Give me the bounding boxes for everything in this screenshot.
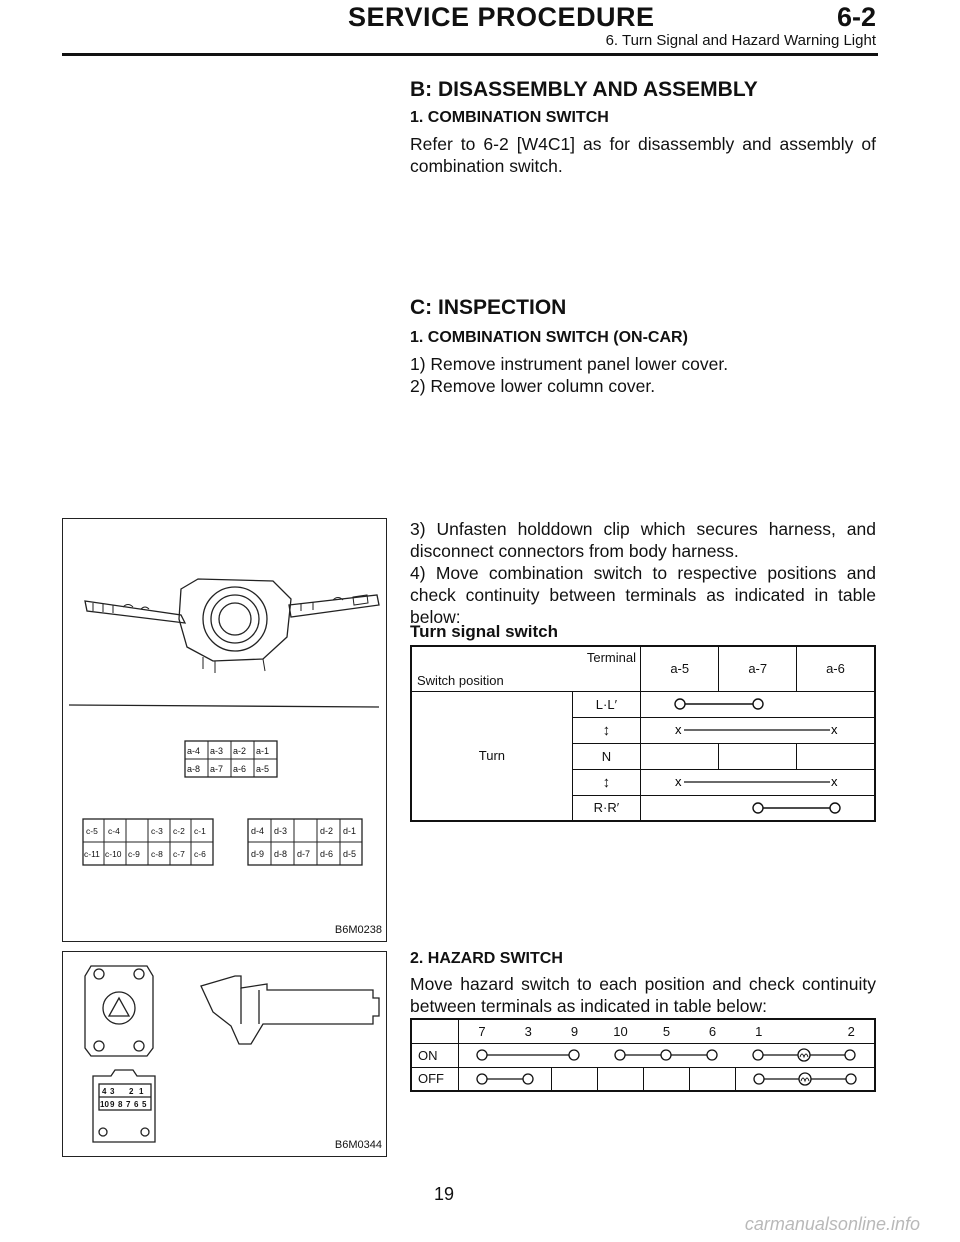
- turn-group-cell: Turn: [411, 691, 572, 821]
- right-lever: [289, 595, 379, 617]
- hazard-switch-drawing: [63, 952, 386, 1156]
- turn-signal-table: [410, 645, 876, 822]
- terminal-node: [707, 1050, 717, 1060]
- row-label: L·L′: [572, 691, 640, 717]
- hazard-off-cell: [459, 1067, 552, 1091]
- figure-divider: [69, 705, 379, 707]
- col-header: 6: [708, 1023, 717, 1039]
- hazard-on-row: [459, 1043, 875, 1067]
- corner-position: Switch position: [417, 672, 504, 688]
- col-header: 3: [524, 1023, 532, 1039]
- pin-label: a-6: [233, 764, 247, 774]
- terminal-node: [846, 1074, 856, 1084]
- left-lever: [85, 601, 185, 623]
- col-header: 10: [613, 1023, 628, 1039]
- pin-label: d-5: [343, 849, 357, 859]
- hazard-line1: Move hazard switch to each position and check continuity: [410, 974, 876, 994]
- hazard-table: [410, 1018, 876, 1092]
- pin-label: 2: [129, 1087, 134, 1096]
- pin-label: a-2: [233, 746, 247, 756]
- terminal-node: [845, 1050, 855, 1060]
- terminal-node: [477, 1050, 487, 1060]
- pin-label: 7: [126, 1100, 131, 1109]
- pin-label: 9: [110, 1100, 115, 1109]
- header-title: SERVICE PROCEDURE: [348, 2, 655, 32]
- col-header: a-7: [719, 646, 796, 691]
- pin-label: d-7: [297, 849, 311, 859]
- col-header: [782, 1019, 829, 1043]
- figure-1-caption: B6M0238: [334, 924, 382, 936]
- pin-label: 4: [102, 1087, 107, 1096]
- pin-label: a-4: [187, 746, 201, 756]
- switch-housing: [179, 579, 291, 661]
- row-label: OFF: [411, 1067, 459, 1091]
- corner-terminal: Terminal: [586, 650, 636, 665]
- clock-spring: [203, 587, 267, 651]
- step-3-line1: 3) Unfasten holddown clip which secures harness, and: [410, 519, 876, 539]
- continuity-row: [640, 691, 875, 717]
- col-header: 1: [755, 1023, 763, 1039]
- step-4-line3: below:: [410, 607, 461, 627]
- continuity-row: [640, 795, 875, 821]
- hazard-off-diagram-b: [736, 1068, 874, 1090]
- figure-2-caption: B6M0344: [334, 1139, 382, 1151]
- hazard-on-diagram: [459, 1044, 873, 1066]
- pin-label: 10: [100, 1100, 109, 1109]
- empty-cell: [719, 743, 796, 769]
- terminal-node: [569, 1050, 579, 1060]
- pin-label: d-6: [320, 849, 334, 859]
- pin-label: c-8: [151, 849, 163, 859]
- pin-label: 3: [110, 1087, 115, 1096]
- hazard-off-cell: [735, 1067, 875, 1091]
- table-corner: [411, 646, 640, 691]
- figure-hazard-switch: [62, 951, 387, 1157]
- continuity-diagram: [641, 692, 874, 716]
- pin-label: d-8: [274, 849, 288, 859]
- empty-cell: [796, 743, 875, 769]
- hazard-connector-pins: [100, 1087, 147, 1109]
- terminal-node: [675, 699, 685, 709]
- pin-label: c-2: [173, 826, 185, 836]
- turn-table-label: Turn signal switch: [410, 622, 558, 641]
- switch-illustration: [85, 579, 379, 673]
- pin-label: d-1: [343, 826, 357, 836]
- continuity-row: [640, 769, 875, 795]
- row-label: N: [572, 743, 640, 769]
- section-c-heading: C: INSPECTION: [410, 296, 567, 319]
- empty-cell: [552, 1067, 598, 1091]
- pin-label: 8: [118, 1100, 123, 1109]
- empty-cell: [598, 1067, 644, 1091]
- hazard-text: [410, 973, 876, 1017]
- pin-label: d-4: [251, 826, 265, 836]
- continuity-row: [640, 717, 875, 743]
- hazard-sub: 2. HAZARD SWITCH: [410, 950, 563, 967]
- pin-label: c-1: [194, 826, 206, 836]
- combination-switch-drawing: [63, 519, 386, 941]
- corner-empty: [411, 1019, 459, 1043]
- terminal-node: [753, 1050, 763, 1060]
- bulb-icon: [798, 1049, 810, 1061]
- col-header: a-5: [640, 646, 719, 691]
- section-b-text: [410, 133, 876, 177]
- pin-label: c-11: [84, 849, 100, 859]
- hazard-line2: between terminals as indicated in table below:: [410, 996, 768, 1016]
- continuity-diagram: [641, 770, 874, 794]
- pin-label: c-6: [194, 849, 206, 859]
- section-c-sub: 1. COMBINATION SWITCH (ON-CAR): [410, 329, 688, 346]
- header-subtitle: 6. Turn Signal and Hazard Warning Light: [605, 32, 876, 49]
- section-number: 6-2: [836, 2, 876, 32]
- terminal-node: [830, 803, 840, 813]
- continuity-diagram: [641, 718, 874, 742]
- row-label: ↕: [572, 769, 640, 795]
- section-c-steps-1-2: [410, 353, 876, 397]
- section-b-line1: Refer to 6-2 [W4C1] as for disassembly and assembly of: [410, 134, 876, 154]
- terminal-node: [754, 1074, 764, 1084]
- col-header: 5: [662, 1023, 671, 1039]
- x-mark: x: [674, 722, 682, 737]
- connector-a: [185, 741, 277, 777]
- col-header: 9: [570, 1023, 579, 1039]
- empty-cell: [643, 1067, 689, 1091]
- header-rule: [62, 53, 878, 56]
- row-label: R·R′: [572, 795, 640, 821]
- row-label: ON: [411, 1043, 459, 1067]
- bulb-icon: [799, 1073, 811, 1085]
- col-header: 2: [828, 1019, 875, 1043]
- pin-label: a-7: [210, 764, 224, 774]
- x-mark: x: [830, 722, 838, 737]
- hazard-triangle-icon: [109, 998, 129, 1016]
- terminal-node: [753, 803, 763, 813]
- hazard-side-view: [201, 976, 379, 1044]
- terminal-node: [753, 699, 763, 709]
- pin-label: c-10: [105, 849, 122, 859]
- col-header: a-6: [796, 646, 875, 691]
- pin-label: d-2: [320, 826, 334, 836]
- pin-label: d-3: [274, 826, 288, 836]
- row-label: ↕: [572, 717, 640, 743]
- pin-label: d-9: [251, 849, 265, 859]
- terminal-node: [523, 1074, 533, 1084]
- section-c-steps-3-4: [410, 518, 876, 628]
- pin-label: a-3: [210, 746, 224, 756]
- terminal-node: [615, 1050, 625, 1060]
- pin-label: c-3: [151, 826, 163, 836]
- step-2: 2) Remove lower column cover.: [410, 376, 656, 396]
- terminal-node: [661, 1050, 671, 1060]
- pin-label: a-8: [187, 764, 201, 774]
- continuity-diagram: [641, 796, 874, 820]
- section-b-heading: B: DISASSEMBLY AND ASSEMBLY: [410, 78, 758, 101]
- section-b-sub: 1. COMBINATION SWITCH: [410, 109, 609, 126]
- pin-label: c-4: [108, 826, 120, 836]
- pin-label: c-9: [128, 849, 140, 859]
- step-1: 1) Remove instrument panel lower cover.: [410, 354, 729, 374]
- step-4-line1: 4) Move combination switch to respective positions and: [410, 563, 876, 583]
- pin-label: 6: [134, 1100, 139, 1109]
- pin-label: c-5: [86, 826, 98, 836]
- watermark: carmanualsonline.info: [744, 1214, 920, 1234]
- section-b-line2: combination switch.: [410, 156, 563, 176]
- pin-label: c-7: [173, 849, 185, 859]
- step-4-line2: check continuity between terminals as indicated in table: [410, 585, 876, 605]
- pin-label: a-1: [256, 746, 270, 756]
- page-number: 19: [434, 1184, 455, 1204]
- terminal-node: [477, 1074, 487, 1084]
- connector-d: [248, 819, 362, 865]
- x-mark: x: [830, 774, 838, 789]
- x-mark: x: [674, 774, 682, 789]
- figure-combination-switch: [62, 518, 387, 942]
- pin-label: 1: [139, 1087, 144, 1096]
- step-3-line2: disconnect connectors from body harness.: [410, 541, 739, 561]
- hazard-off-diagram-a: [459, 1068, 551, 1090]
- pin-label: a-5: [256, 764, 270, 774]
- pin-label: 5: [142, 1100, 147, 1109]
- empty-cell: [640, 743, 719, 769]
- connector-c: [83, 819, 213, 865]
- empty-cell: [689, 1067, 735, 1091]
- col-header: 7: [459, 1019, 506, 1043]
